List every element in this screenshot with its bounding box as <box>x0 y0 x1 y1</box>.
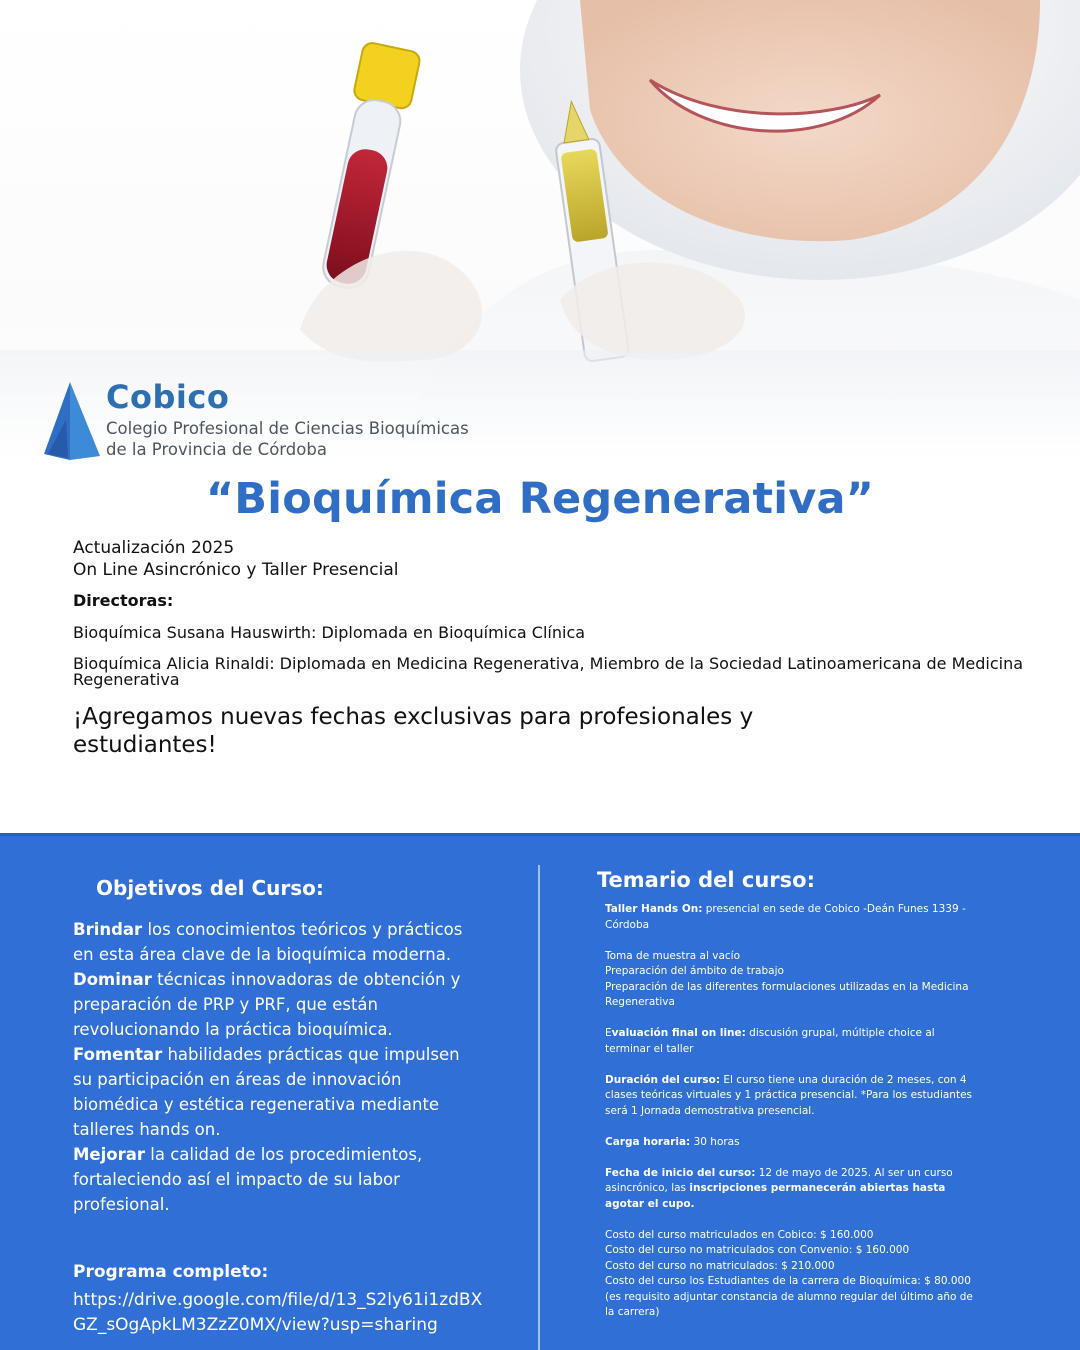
carga-label: Carga horaria: <box>605 1135 691 1148</box>
taller-text: presencial en sede de Cobico -Deán Funes 1339 - Córdoba <box>605 903 966 931</box>
objetivo-text: los conocimientos teóricos y prácticos en esta área clave de la bioquímica moderna. <box>73 920 463 964</box>
taller-label: Taller Hands On: <box>605 903 703 915</box>
objetivo-item <box>73 1045 460 1139</box>
directora-1: Bioquímica Susana Hauswirth: Diplomada en Bioquímica Clínica <box>73 623 586 642</box>
costo-item: Costo del curso no matriculados con Convenio: $ 160.000 <box>605 1244 910 1256</box>
eval-text: discusión grupal, múltiple choice al terminar el taller <box>605 1027 935 1055</box>
eval-prefix: E <box>605 1027 612 1039</box>
objetivo-verb: Dominar <box>73 970 152 989</box>
objetivo-text: la calidad de los procedimientos, fortaleciendo así el impacto de su labor profesional. <box>73 1145 423 1214</box>
carga-text: 30 horas <box>690 1135 740 1148</box>
topic-item: Preparación de las diferentes formulaciones utilizadas en la Medicina Regenerativa <box>605 980 969 1008</box>
costo-item: Costo del curso no matriculados: $ 210.000 <box>605 1259 835 1272</box>
objetivo-item <box>73 920 462 964</box>
directoras-label: Directoras: <box>73 591 174 610</box>
objetivo-text: habilidades prácticas que impulsen su participación en áreas de innovación biomédica y estética regenerativa mediante talleres hands on. <box>73 1045 460 1139</box>
topic-item: Preparación del ámbito de trabajo <box>605 965 784 977</box>
announcement: ¡Agregamos nuevas fechas exclusivas para profesionales y estudiantes! <box>73 704 754 758</box>
objetivo-verb: Brindar <box>73 920 143 939</box>
objetivos-title: Objetivos del Curso: <box>96 876 324 900</box>
temario-topics <box>605 949 975 1011</box>
programa-label: Programa completo: <box>73 1262 269 1282</box>
temario-evaluacion <box>605 1026 975 1057</box>
duracion-label: Duración del curso: <box>605 1073 721 1086</box>
cobico-sail-icon <box>40 380 106 464</box>
temario-title: Temario del curso: <box>597 868 815 892</box>
fecha-text: 12 de mayo de 2025. Al ser un curso asincrónico, las <box>605 1166 953 1194</box>
objetivo-text: técnicas innovadoras de obtención y preparación de PRP y PRF, que están revolucionando la práctica bioquímica. <box>73 970 461 1039</box>
costo-item: Costo del curso los Estudiantes de la carrera de Bioquímica: $ 80.000 (es requisito adjuntar constancia de alumno regular del último año de la carrera) <box>605 1275 973 1318</box>
fecha-label: Fecha de inicio del curso: <box>605 1166 756 1179</box>
objetivo-item <box>73 970 460 1039</box>
eval-label: valuación final on line: <box>611 1027 746 1039</box>
directora-2: Bioquímica Alicia Rinaldi: Diplomada en Medicina Regenerativa, Miembro de la Sociedad Latinoamericana de Medicina Regenerativa <box>73 654 1024 689</box>
duracion-text: El curso tiene una duración de 2 meses, con 4 clases teóricas virtuales y 1 práctica presencial. *Para los estudiantes será 1 Jornada demostrativa presencial. <box>605 1073 973 1117</box>
temario-carga <box>605 1135 975 1151</box>
logo-subtitle <box>106 418 469 460</box>
logo-subtitle-line2: de la Provincia de Córdoba <box>106 440 327 459</box>
logo-subtitle-line1: Colegio Profesional de Ciencias Bioquímicas <box>106 419 469 438</box>
temario-costos <box>605 1228 975 1321</box>
topic-item: Toma de muestra al vacío <box>605 949 740 962</box>
temario-fecha <box>605 1166 975 1213</box>
column-divider <box>538 865 540 1350</box>
temario-taller <box>605 902 975 933</box>
objetivo-verb: Mejorar <box>73 1145 146 1164</box>
modality-text: On Line Asincrónico y Taller Presencial <box>73 560 399 580</box>
cobico-logo <box>40 378 510 468</box>
objetivo-verb: Fomentar <box>73 1045 163 1064</box>
edition-text: Actualización 2025 <box>73 538 235 558</box>
costo-item: Costo del curso matriculados en Cobico: $ 160.000 <box>605 1228 874 1241</box>
objetivos-list <box>73 917 483 1217</box>
fecha-bold: inscripciones permanecerán abiertas hasta agotar el cupo. <box>605 1182 946 1210</box>
temario-list <box>605 902 975 1336</box>
logo-name: Cobico <box>106 378 230 416</box>
objetivo-item <box>73 1145 422 1214</box>
temario-duracion <box>605 1073 975 1120</box>
programa-link[interactable]: https://drive.google.com/file/d/13_S2ly61i1zdBXGZ_sOgApkLM3ZzZ0MX/view?usp=sharing <box>73 1290 483 1335</box>
page-title: “Bioquímica Regenerativa” <box>205 474 875 524</box>
